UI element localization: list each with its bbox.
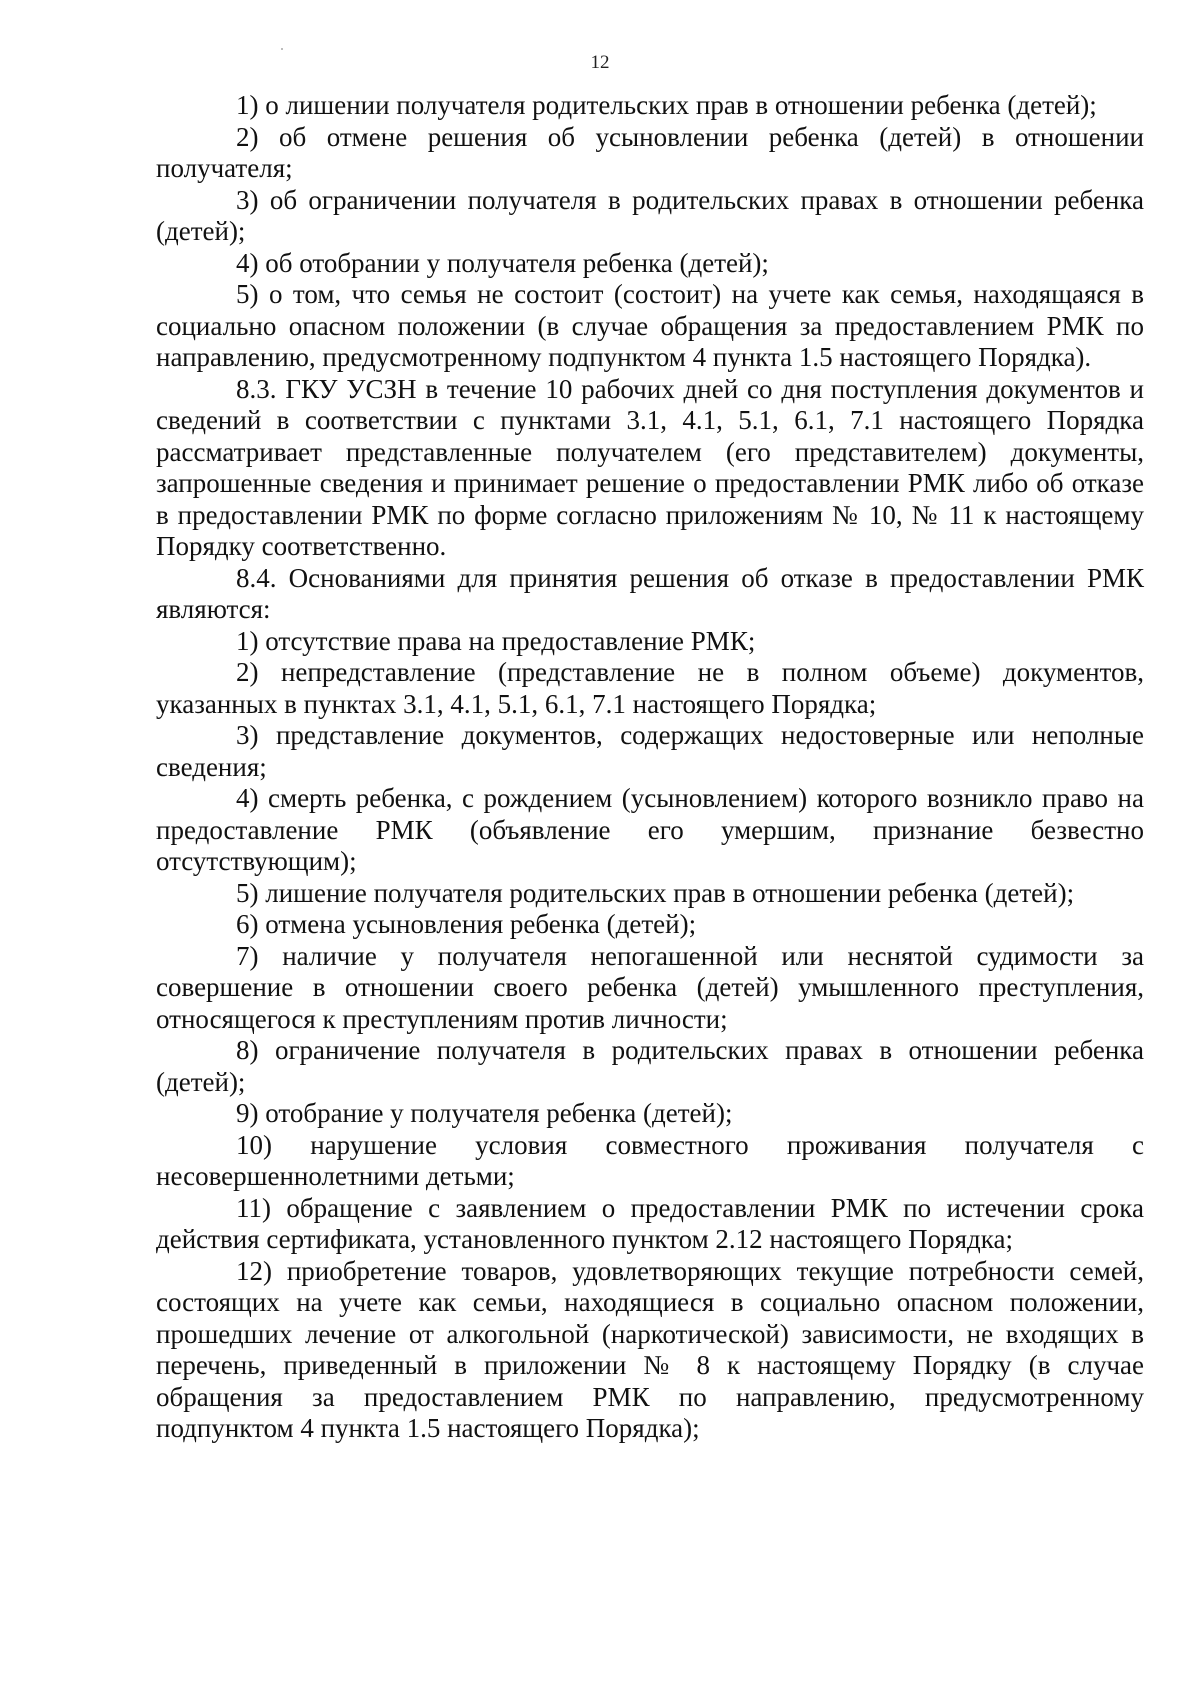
refusal-ground-8: 8) ограничение получателя в родительских правах в отношении ребенка (детей); — [156, 1035, 1144, 1097]
refusal-ground-2: 2) непредставление (представление не в полном объеме) документов, указанных в пунктах 3.1, 4.1, 5.1, 6.1, 7.1 настоящего Порядка; — [156, 657, 1144, 719]
refusal-ground-7: 7) наличие у получателя непогашенной или неснятой судимости за совершение в отношении своего ребенка (детей) умышленного преступления, относящегося к преступлениям против личности; — [156, 940, 1144, 1034]
paragraph-decision-deprivation: 1) о лишении получателя родительских прав в отношении ребенка (детей); — [236, 90, 1097, 120]
paragraph-decision-adoption-cancel: 2) об отмене решения об усыновлении ребенка (детей) в отношении получателя; — [156, 121, 1144, 183]
document-body — [156, 90, 1144, 1445]
paragraph-decision-restriction: 3) об ограничении получателя в родительских правах в отношении ребенка (детей); — [156, 184, 1144, 246]
scan-dot — [281, 48, 283, 50]
refusal-ground-10: 10) нарушение условия совместного проживания получателя с несовершеннолетними детьми; — [156, 1129, 1144, 1191]
refusal-ground-6: 6) отмена усыновления ребенка (детей); — [236, 909, 697, 939]
refusal-ground-5: 5) лишение получателя родительских прав в отношении ребенка (детей); — [236, 877, 1075, 908]
paragraph-decision-social-danger: 5) о том, что семья не состоит (состоит) на учете как семья, находящаяся в социально опасном положении (в случае обращения за предоставлением РМК по направлению, предусмотренному подпунктом 4 пункта 1.5 настоящего Порядка). — [156, 279, 1144, 372]
paragraph-8-4: 8.4. Основаниями для принятия решения об отказе в предоставлении РМК являются: — [156, 562, 1144, 624]
paragraph-decision-removal: 4) об отобрании у получателя ребенка (детей); — [236, 247, 769, 278]
refusal-ground-9: 9) отобрание у получателя ребенка (детей); — [236, 1098, 733, 1128]
paragraph-8-3: 8.3. ГКУ УСЗН в течение 10 рабочих дней со дня поступления документов и сведений в соответствии с пунктами 3.1, 4.1, 5.1, 6.1, 7.1 настоящего Порядка рассматривает представленные получателем (его представителем) документы, запрошенные сведения и принимает решение о предоставлении РМК либо об отказе в предоставлении РМК по форме согласно приложениям № 10, № 11 к настоящему Порядку соответственно. — [156, 373, 1144, 561]
refusal-ground-1: 1) отсутствие права на предоставление РМК; — [236, 625, 756, 656]
refusal-ground-3: 3) представление документов, содержащих недостоверные или неполные сведения; — [156, 720, 1144, 782]
refusal-ground-4: 4) смерть ребенка, с рождением (усыновлением) которого возникло право на предоставление РМК (объявление его умершим, признание безвестно отсутствующим); — [156, 783, 1144, 876]
refusal-ground-12: 12) приобретение товаров, удовлетворяющих текущие потребности семей, состоящих на учете как семьи, находящиеся в социально опасном положении, прошедших лечение от алкогольной (наркотической) зависимости, не входящих в перечень, приведенный в приложении № 8 к настоящему Порядку (в случае обращения за предоставлением РМК по направлению, предусмотренному подпунктом 4 пункта 1.5 настоящего Порядка); — [156, 1255, 1144, 1443]
page-number: 12 — [590, 52, 610, 73]
refusal-ground-11: 11) обращение с заявлением о предоставлении РМК по истечении срока действия сертификата, установленного пунктом 2.12 настоящего Порядка; — [156, 1192, 1144, 1254]
